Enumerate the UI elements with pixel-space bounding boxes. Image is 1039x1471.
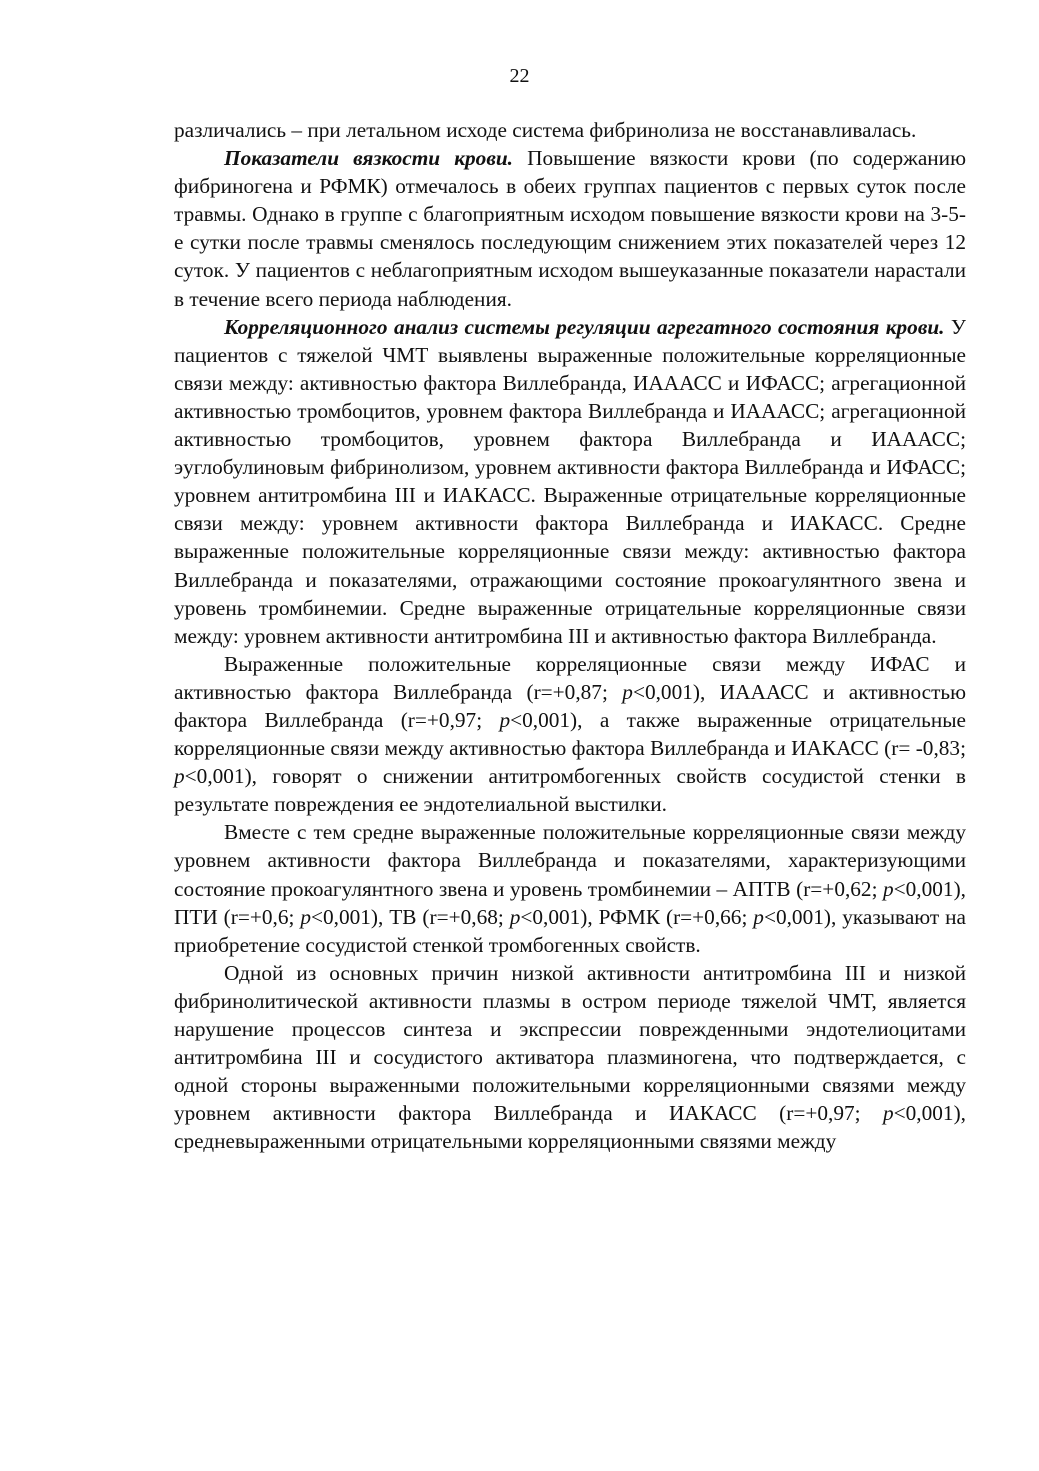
paragraph-2-text: Повышение вязкости крови (по содержанию фибриногена и РФМК) отмечалось в обеих группах пациентов с первых суток после травмы. Однако в группе с благоприятным исходом повышение вязкости крови на 3-5-е сутки после травмы сменялось последующим снижением этих показателей через 12 суток. У пациентов с неблагоприятным исходом вышеуказанные показатели нарастали в течение всего периода наблюдения. [174, 146, 966, 311]
p-value-symbol: p [882, 876, 894, 901]
p-value-symbol: p [499, 707, 511, 732]
paragraph-5-text: <0,001), указывают на приобретение сосудистой стенкой тромбогенных свойств. [174, 904, 966, 957]
p-value-symbol: p [174, 764, 185, 789]
paragraph-6-text: Одной из основных причин низкой активности антитромбина III и низкой фибринолитической активности плазмы в остром периоде тяжелой ЧМТ, является нарушение процессов синтеза и экспрессии поврежденными эндотелиоцитами антитромбина III и сосудистого активатора плазминогена, что подтверждается, с одной стороны выраженными положительными корреляционными связями между уровнем активности фактора Виллебранда и ИАКАСС (r=+0,97; [174, 960, 966, 1126]
page-number: 22 [509, 65, 530, 87]
paragraph-4-text: <0,001), а также выраженные отрицательные корреляционные связи между активностью фактора Виллебранда и ИАКАСС (r= -0,83; [174, 707, 967, 761]
paragraph-5 [174, 818, 966, 958]
section-heading-correlation-analysis: Корреляционного анализ системы регуляции агрегатного состояния крови. [224, 314, 945, 339]
paragraph-2 [174, 144, 966, 313]
p-value-symbol: p [882, 1101, 894, 1126]
p-value-symbol: p [753, 904, 764, 929]
paragraph-5-text: Вместе с тем средне выраженные положительные корреляционные связи между уровнем активности фактора Виллебранда и показателями, характеризующими состояние прокоагулянтного звена и уровень тромбинемии – АПТВ (r=+0,62; [174, 820, 966, 901]
p-value-symbol: p [622, 679, 633, 704]
paragraph-4 [174, 650, 966, 819]
paragraph-5-text: <0,001), ПТИ (r=+0,6; [174, 876, 966, 929]
paragraph-1 [174, 116, 966, 144]
document-body [174, 116, 966, 1155]
paragraph-5-text: <0,001), РФМК (r=+0,66; [520, 904, 754, 929]
paragraph-4-text: Выраженные положительные корреляционные связи между ИФАС и активностью фактора Виллебранда (r=+0,87; [174, 651, 966, 704]
paragraph-3 [174, 313, 966, 650]
p-value-symbol: p [300, 904, 311, 929]
paragraph-6-text: <0,001), средневыраженными отрицательными корреляционными связями между [174, 1101, 966, 1154]
p-value-symbol: p [509, 904, 521, 929]
paragraph-5-text: <0,001), ТВ (r=+0,68; [311, 904, 510, 929]
paragraph-4-text: <0,001), говорят о снижении антитромбогенных свойств сосудистой стенки в результате повреждения ее эндотелиальной выстилки. [174, 764, 966, 817]
paragraph-1-text: различались – при летальном исходе система фибринолиза не восстанавливалась. [174, 118, 917, 142]
section-heading-blood-viscosity: Показатели вязкости крови. [224, 146, 513, 171]
paragraph-3-text: У пациентов с тяжелой ЧМТ выявлены выраженные положительные корреляционные связи между: активностью фактора Виллебранда, ИАААСС и ИФАСС; агрегационной активностью тромбоцитов, уровнем фактора Виллебранда и ИАААСС; агрегационной активностью тромбоцитов, уровнем фактора Виллебранда и ИАААСС; эуглобулиновым фибринолизом, уровнем активности фактора Виллебранда и ИФАСС; уровнем антитромбина III и ИАКАСС. Выраженные отрицательные корреляционные связи между: уровнем активности фактора Виллебранда и ИАКАСС. Средне выраженные положительные корреляционные связи между: активностью фактора Виллебранда и показателями, отражающими состояние прокоагулянтного звена и уровень тромбинемии. Средне выраженные отрицательные корреляционные связи между: уровнем активности антитромбина III и активностью фактора Виллебранда. [174, 314, 966, 648]
paragraph-6 [174, 959, 966, 1156]
paragraph-4-text: <0,001), ИАААСС и активностью фактора Виллебранда (r=+0,97; [174, 679, 966, 732]
